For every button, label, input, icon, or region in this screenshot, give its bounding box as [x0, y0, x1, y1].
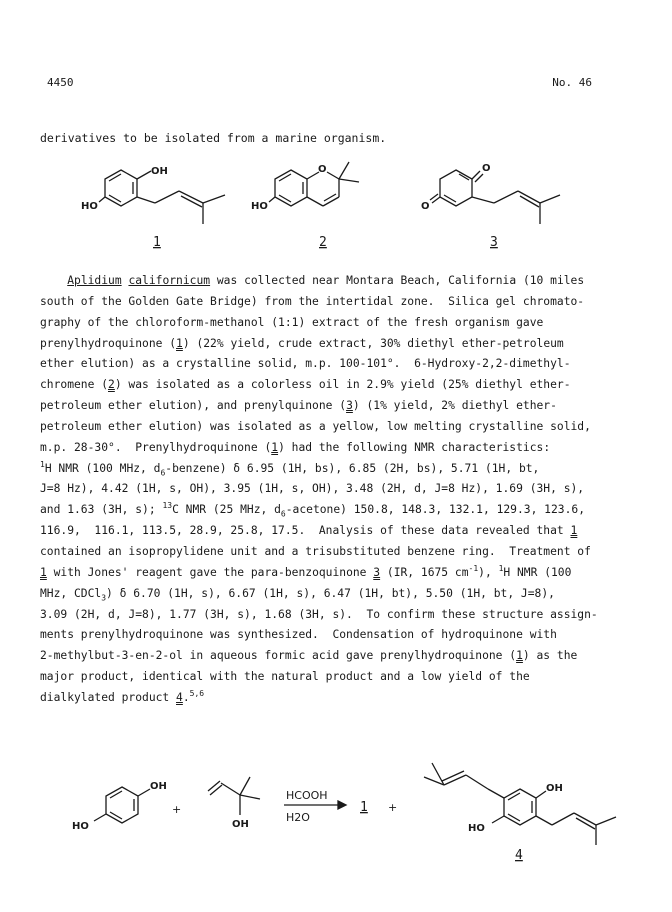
- s2-o: O: [318, 164, 327, 175]
- body-line-16: MHz, CDCl$_3$) δ 6.70 (1H, s), 6.67 (1H, s), 6.47 (1H, bt), 5.50 (1H, bt, J=8),: [40, 586, 555, 602]
- s3-o-top: O: [482, 163, 491, 174]
- issue-number: No. 46: [552, 76, 592, 89]
- body-line-7: petroleum ether elution), and prenylquinone (3) (1% yield, 2% diethyl ether-: [40, 399, 557, 413]
- body-line-13: 116.9, 116.1, 113.5, 28.9, 25.8, 17.5. Analysis of these data revealed that 1: [40, 524, 578, 538]
- s2-ho: HO: [251, 201, 268, 212]
- s1-label: 1: [153, 235, 161, 250]
- page-number: 4450: [47, 76, 74, 89]
- hq-oh: OH: [150, 781, 167, 792]
- body-line-2: south of the Golden Gate Bridge) from the intertidal zone. Silica gel chromato-: [40, 294, 585, 308]
- body-line-19: 2-methylbut-3-en-2-ol in aqueous formic acid gave prenylhydroquinone (1) as the: [40, 649, 578, 663]
- body-line-8: petroleum ether elution) was isolated as a yellow, low melting crystalline solid,: [40, 419, 591, 433]
- reagent-water: H2O: [286, 811, 310, 824]
- hq-ho: HO: [72, 821, 89, 832]
- body-line-20: major product, identical with the natural product and a low yield of the: [40, 670, 530, 684]
- body-line-14: contained an isopropylidene unit and a trisubstituted benzene ring. Treatment of: [40, 544, 591, 558]
- plus-sign-2: +: [388, 801, 398, 814]
- species-genus: Aplidium: [67, 274, 122, 287]
- product-1-label: 1: [360, 800, 368, 815]
- body-line-10: $^1$H NMR (100 MHz, $d_6-benzene$) δ 6.95 (1H, bs), 6.85 (2H, bs), 5.71 (1H, bt,: [40, 459, 540, 477]
- species-epithet: californicum: [128, 274, 211, 287]
- body-line-17: 3.09 (2H, d, J=8), 1.77 (3H, s), 1.68 (3H, s). To confirm these structure assign-: [40, 607, 598, 621]
- body-line-4: prenylhydroquinone (1) (22% yield, crude extract, 30% diethyl ether-petroleum: [40, 336, 564, 350]
- alc-oh: OH: [232, 819, 249, 830]
- structure-3-prenylquinone: [420, 158, 570, 258]
- body-line-3: graphy of the chloroform-methanol (1:1) extract of the fresh organism gave: [40, 315, 544, 329]
- s1-oh: OH: [151, 166, 168, 177]
- reagent-hcooh: HCOOH: [286, 789, 328, 802]
- body-line-11: J=8 Hz), 4.42 (1H, s, OH), 3.95 (1H, s, OH), 3.48 (2H, d, J=8 Hz), 1.69 (3H, s),: [40, 482, 585, 496]
- body-line-15: 1 with Jones' reagent gave the para-benzoquinone 3 (IR, 1675 $cm^{-1}$), $^1$H NMR (100: [40, 564, 572, 579]
- body-line-12: and 1.63 (3H, s); $^{13}$C NMR (25 MHz, $d_6-acetone$) 150.8, 148.3, 132.1, 129.3, 123.6,: [40, 501, 585, 519]
- intro-line: derivatives to be isolated from a marine organism.: [40, 131, 387, 145]
- structure-1-prenylhydroquinone: [81, 158, 235, 258]
- s3-label: 3: [490, 235, 498, 250]
- plus-sign-1: +: [172, 803, 182, 816]
- body-line-1: Aplidium californicum was collected near Montara Beach, California (10 miles: [67, 274, 585, 287]
- s3-o-left: O: [421, 201, 430, 212]
- body-line-5: ether elution) as a crystalline solid, m.p. 100-101°. 6-Hydroxy-2,2-dimethyl-: [40, 357, 571, 371]
- body-paragraph: [40, 271, 640, 709]
- p4-ho: HO: [468, 823, 485, 834]
- s1-ho: HO: [81, 201, 98, 212]
- s2-label: 2: [319, 235, 327, 250]
- product-4-label: 4: [515, 848, 523, 863]
- p4-oh: OH: [546, 783, 563, 794]
- hydroquinone-structure: [72, 781, 167, 832]
- body-line-21: dialkylated product 4.$^{5,6}$: [40, 689, 205, 704]
- body-line-6: chromene (2) was isolated as a colorless oil in 2.9% yield (25% diethyl ether-: [40, 378, 571, 392]
- structure-2-chromene: [251, 158, 385, 258]
- body-line-9: m.p. 28-30°. Prenylhydroquinone (1) had the following NMR characteristics:: [40, 440, 551, 454]
- methylbutenol-structure: [208, 777, 260, 830]
- synthesis-scheme: [60, 755, 620, 885]
- product-4-structure: [424, 763, 616, 863]
- body-line-18: ments prenylhydroquinone was synthesized. Condensation of hydroquinone with: [40, 628, 557, 642]
